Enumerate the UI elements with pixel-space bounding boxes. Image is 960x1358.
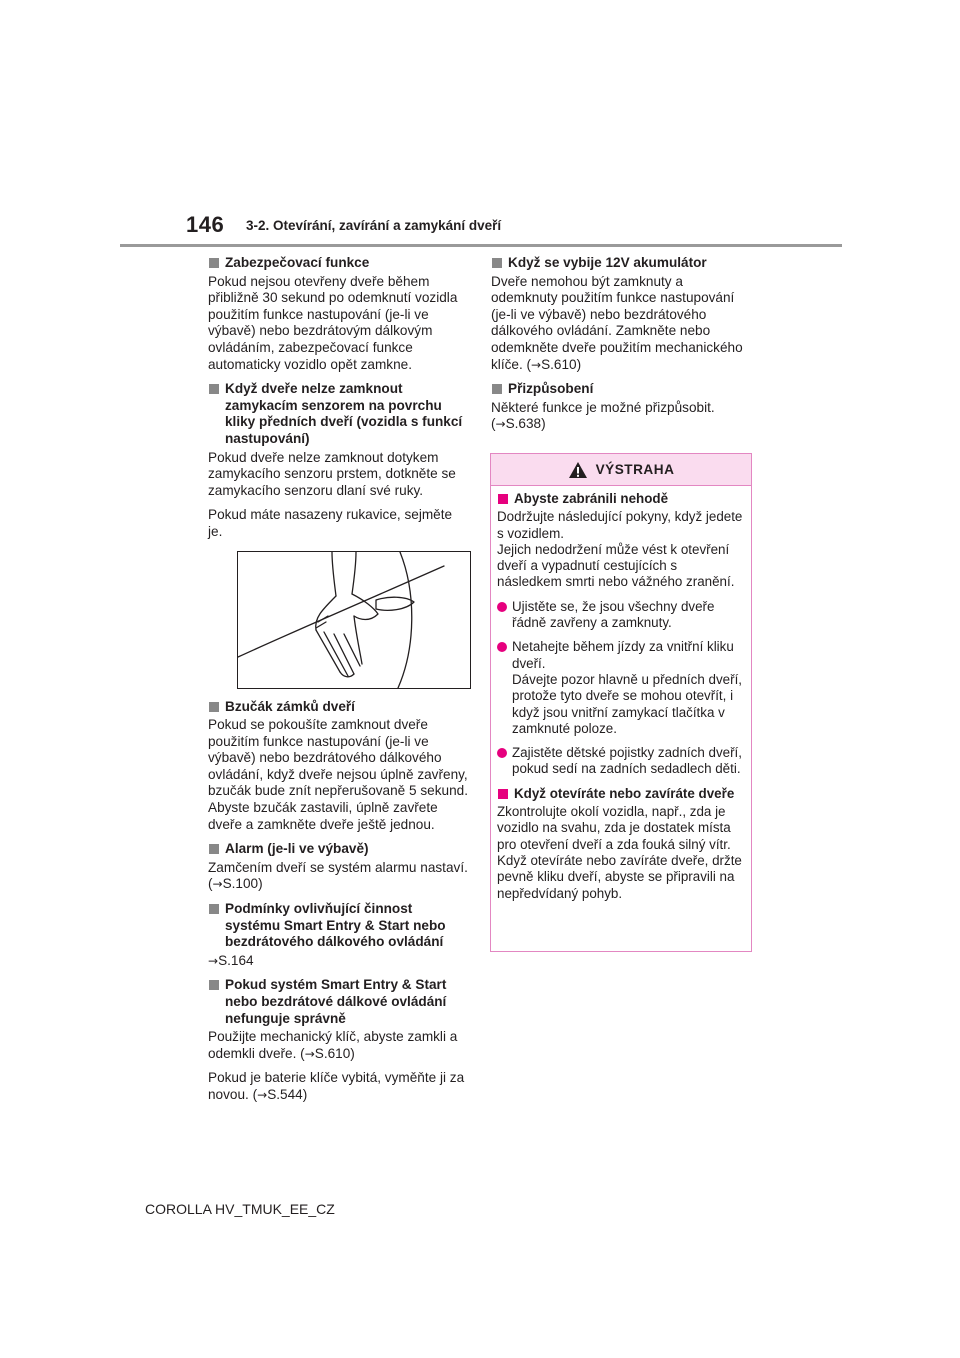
square-bullet-icon (498, 789, 508, 799)
square-bullet-icon (209, 844, 219, 854)
square-bullet-icon (209, 258, 219, 268)
paragraph-lock-sensor-1: Pokud dveře nelze zamknout dotykem zamykacího senzoru prstem, dotkněte se zamykacího senzoru dlaní své ruky. (208, 449, 456, 498)
left-column (208, 255, 470, 1112)
footer-model-code: COROLLA HV_TMUK_EE_CZ (145, 1201, 335, 1217)
hand-on-door-handle-icon (238, 552, 470, 688)
heading-security-function: Zabezpečovací funkce (208, 255, 470, 272)
door-handle-illustration (237, 551, 471, 689)
page-reference: S.164 (218, 952, 254, 968)
warning-box (490, 453, 752, 952)
paragraph-lock-sensor-2: Pokud máte nasazeny rukavice, sejměte je. (208, 507, 453, 539)
page-reference: S.610 (541, 356, 577, 372)
arrow-icon: → (304, 1046, 315, 1061)
heading-customization: Přizpůsobení (491, 381, 753, 398)
warning-heading-prevent-accident: Abyste zabránili nehodě (497, 491, 745, 507)
warning-body (491, 486, 751, 902)
page-reference: S.638 (505, 416, 542, 432)
arrow-icon: → (257, 1087, 268, 1102)
page-number: 146 (186, 212, 225, 237)
warning-paragraph-opening-closing: Zkontrolujte okolí vozidla, např., zda je vozidlo na svahu, zda je dostatek místa pro otevření dveří a zda fouká silný vítr. Když otevíráte nebo zavíráte dveře, držte pevně kliku dveří, abyste se připravili na nepředvídaný pohyb. (497, 804, 742, 901)
arrow-icon: → (495, 417, 506, 432)
arrow-icon: → (208, 953, 219, 968)
section-title: 3-2. Otevírání, zavírání a zamykání dveří (246, 218, 502, 233)
circle-bullet-icon (497, 748, 507, 758)
square-bullet-icon (209, 980, 219, 990)
warning-paragraph-prevent-accident: Dodržujte následující pokyny, když jedete s vozidlem. Jejich nedodržení může vést k otevření dveří a vypadnutí cestujících s následkem smrti nebo vážného zranění. (497, 509, 743, 590)
warning-title: VÝSTRAHA (595, 462, 675, 477)
square-bullet-icon (498, 494, 508, 504)
heading-lock-sensor: Když dveře nelze zamknout zamykacím senzorem na povrchu kliky předních dveří (vozidla s funkcí nastupování) (208, 381, 470, 447)
paragraph-door-lock-buzzer: Pokud se pokoušíte zamknout dveře použitím funkce nastupování (je-li ve výbavě) nebo bezdrátového dálkového ovládání, když dveře nejsou úplně zavřeny, bzučák bude znít nepřerušovaně 5 sekund. Abyste bzučák zastavili, úplně zavřete dveře a zamkněte dveře ještě jednou. (208, 717, 468, 832)
page-reference: S.610 (314, 1045, 351, 1061)
heading-conditions: Podmínky ovlivňující činnost systému Smart Entry & Start nebo bezdrátového dálkového ovládání (208, 901, 470, 951)
paragraph-battery-discharged: Dveře nemohou být zamknuty a odemknuty použitím funkce nastupování (je-li ve výbavě) nebo bezdrátového dálkového ovládání. Zamkněte nebo odemkněte dveře použitím mechanického klíče. (→S.610) (491, 273, 743, 372)
paragraph-conditions (208, 953, 470, 970)
paragraph-customization: Některé funkce je možné přizpůsobit. (→S.638) (491, 399, 715, 432)
square-bullet-icon (492, 384, 502, 394)
right-column (491, 255, 753, 441)
arrow-icon: → (212, 877, 223, 892)
warning-bullet: Netahejte během jízdy za vnitřní kliku dveří. Dávejte pozor hlavně u předních dveří, protože tyto dveře se mohou otevřít, i když jsou vnitřní zamykací tlačítka v zamknuté poloze. (497, 639, 745, 737)
paragraph-security-function: Pokud nejsou otevřeny dveře během přibližně 30 sekund po odemknutí vozidla použitím funkce nastupování (je-li ve výbavě) nebo bezdrátovým dálkovým ovládáním, zabezpečovací funkce automaticky vozidlo opět zamkne. (208, 273, 458, 372)
heading-malfunction: Pokud systém Smart Entry & Start nebo bezdrátové dálkové ovládání nefunguje správně (208, 977, 470, 1027)
circle-bullet-icon (497, 642, 507, 652)
arrow-icon: → (531, 357, 542, 372)
warning-bullet: Zajistěte dětské pojistky zadních dveří, pokud sedí na zadních sedadlech děti. (497, 745, 745, 778)
paragraph-malfunction-2: Pokud je baterie klíče vybitá, vyměňte ji za novou. (→S.544) (208, 1070, 465, 1102)
heading-battery-discharged: Když se vybije 12V akumulátor (491, 255, 753, 272)
circle-bullet-icon (497, 602, 507, 612)
warning-heading-opening-closing: Když otevíráte nebo zavíráte dveře (497, 786, 745, 802)
paragraph-alarm: Zamčením dveří se systém alarmu nastaví. (→S.100) (208, 859, 468, 892)
header-rule (120, 244, 842, 247)
square-bullet-icon (492, 258, 502, 268)
warning-header (491, 454, 751, 486)
heading-alarm: Alarm (je-li ve výbavě) (208, 841, 470, 858)
heading-door-lock-buzzer: Bzučák zámků dveří (208, 699, 470, 716)
page-reference: S.100 (222, 876, 259, 892)
square-bullet-icon (209, 384, 219, 394)
warning-bullet: Ujistěte se, že jsou všechny dveře řádně zavřeny a zamknuty. (497, 599, 745, 632)
square-bullet-icon (209, 702, 219, 712)
paragraph-malfunction-1: Použijte mechanický klíč, abyste zamkli a odemkli dveře. (→S.610) (208, 1029, 458, 1061)
square-bullet-icon (209, 904, 219, 914)
page-reference: S.544 (267, 1086, 303, 1102)
warning-triangle-icon (568, 461, 588, 479)
